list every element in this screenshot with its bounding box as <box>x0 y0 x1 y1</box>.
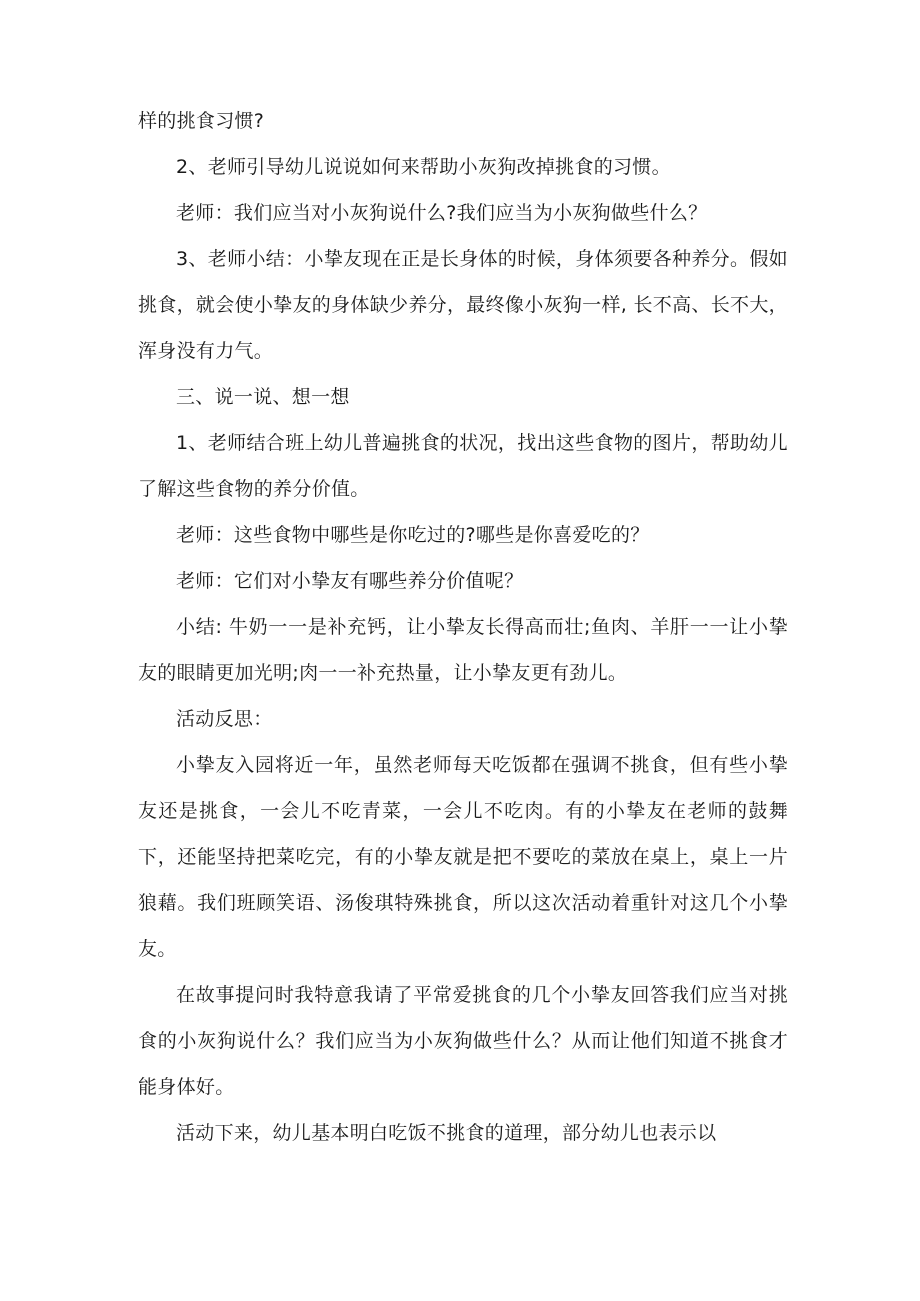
paragraph-continuation: 样的挑食习惯? <box>138 110 265 132</box>
paragraph-step-2: 2、老师引导幼儿说说如何来帮助小灰狗改掉挑食的习惯。 <box>176 156 671 178</box>
paragraph-reflection-1: 小挚友入园将近一年，虽然老师每天吃饭都在强调不挑食，但有些小挚友还是挑食，一会儿不吃青菜，一会儿不吃肉。有的小挚友在老师的鼓舞下，还能坚持把菜吃完，有的小挚友就是把不要吃的菜放在桌上，桌上一片狼藉。我们班顾笑语、汤俊琪特殊挑食，所以这次活动着重针对这几个小挚友。 <box>138 754 788 960</box>
paragraph-reflection-3: 活动下来，幼儿基本明白吃饭不挑食的道理，部分幼儿也表示以 <box>176 1122 717 1144</box>
paragraph-reflection-2: 在故事提问时我特意我请了平常爱挑食的几个小挚友回答我们应当对挑食的小灰狗说什么？我们应当为小灰狗做些什么？从而让他们知道不挑食才能身体好。 <box>138 984 788 1098</box>
paragraph-teacher-question-nutrition: 老师：它们对小挚友有哪些养分价值呢？ <box>176 570 524 592</box>
paragraph-teacher-question-foods: 老师：这些食物中哪些是你吃过的?哪些是你喜爱吃的？ <box>176 524 650 546</box>
paragraph-step-3-summary: 3、老师小结：小挚友现在正是长身体的时候，身体须要各种养分。假如挑食，就会使小挚友的身体缺少养分，最终像小灰狗一样, 长不高、长不大，浑身没有力气。 <box>138 248 788 362</box>
section-heading-reflection: 活动反思： <box>176 708 273 730</box>
paragraph-section-3-step-1: 1、老师结合班上幼儿普遍挑食的状况，找出这些食物的图片，帮助幼儿了解这些食物的养分价值。 <box>138 432 788 500</box>
section-heading-three: 三、说一说、想一想 <box>176 386 350 408</box>
document-body <box>138 98 788 1156</box>
paragraph-summary-foods: 小结: 牛奶一一是补充钙，让小挚友长得高而壮;鱼肉、羊肝一一让小挚友的眼睛更加光明;肉一一补充热量，让小挚友更有劲儿。 <box>138 616 788 684</box>
paragraph-teacher-question: 老师：我们应当对小灰狗说什么?我们应当为小灰狗做些什么？ <box>176 202 708 224</box>
